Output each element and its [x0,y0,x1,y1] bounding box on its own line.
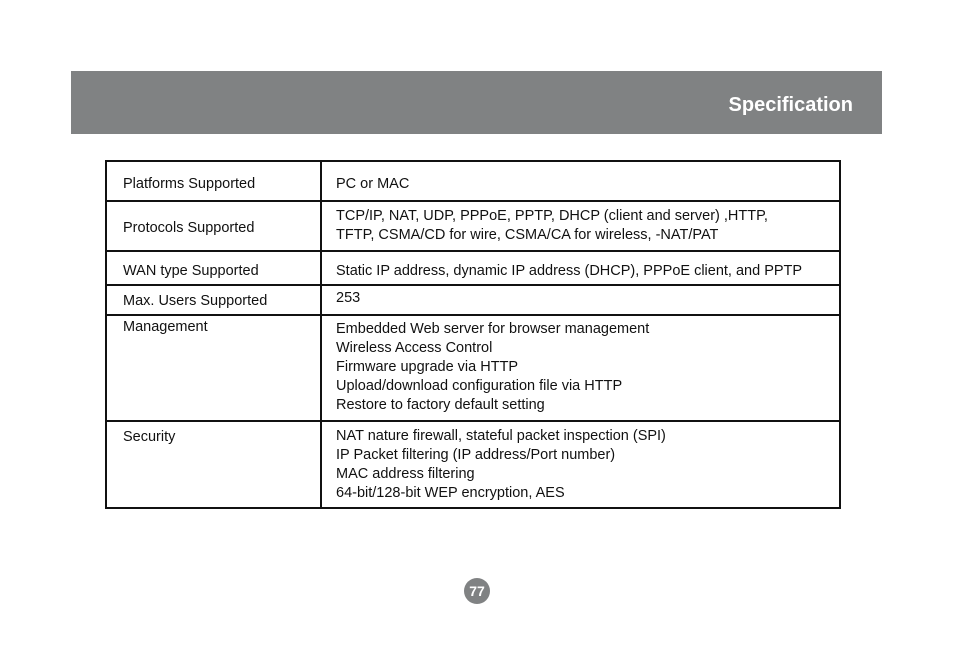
spec-value-line: Static IP address, dynamic IP address (DHCP), PPPoE client, and PPTP [336,263,803,279]
table-row [106,285,840,315]
spec-value-cell [321,285,840,315]
spec-value-cell [321,315,840,421]
spec-value-line: Restore to factory default setting [336,397,545,413]
spec-value-line: Upload/download configuration file via HTTP [336,378,623,394]
spec-label: Protocols Supported [123,220,255,236]
spec-label: WAN type Supported [123,263,259,279]
spec-label-cell [106,201,321,251]
spec-label-cell [106,315,321,421]
specification-table [105,160,841,509]
spec-value-cell [321,201,840,251]
spec-value-cell [321,161,840,201]
table-row [106,315,840,421]
table-row [106,201,840,251]
spec-value-line: 253 [336,290,361,306]
spec-value-line: TCP/IP, NAT, UDP, PPPoE, PPTP, DHCP (client and server) ,HTTP, [336,208,768,224]
spec-value-line: Embedded Web server for browser management [336,321,650,337]
spec-label: Management [123,319,208,335]
header-bar [71,71,882,134]
spec-value-line: PC or MAC [336,176,410,192]
spec-label: Security [123,429,176,445]
spec-value-cell [321,251,840,285]
spec-label-cell [106,251,321,285]
spec-value-line: TFTP, CSMA/CD for wire, CSMA/CA for wireless, -NAT/PAT [336,227,719,243]
spec-label: Platforms Supported [123,176,256,192]
spec-label-cell [106,421,321,508]
table-row [106,421,840,508]
table-row [106,251,840,285]
spec-label-cell [106,161,321,201]
spec-value-line: 64-bit/128-bit WEP encryption, AES [336,485,565,501]
page-number-badge: 77 [464,578,490,604]
table-row [106,161,840,201]
spec-value-line: IP Packet filtering (IP address/Port number) [336,447,616,463]
spec-label-cell [106,285,321,315]
page-title: Specification [728,94,853,116]
spec-label: Max. Users Supported [123,293,268,309]
spec-value-line: MAC address filtering [336,466,475,482]
spec-value-line: NAT nature firewall, stateful packet inspection (SPI) [336,428,666,444]
spec-value-line: Wireless Access Control [336,340,493,356]
spec-value-cell [321,421,840,508]
spec-value-line: Firmware upgrade via HTTP [336,359,519,375]
